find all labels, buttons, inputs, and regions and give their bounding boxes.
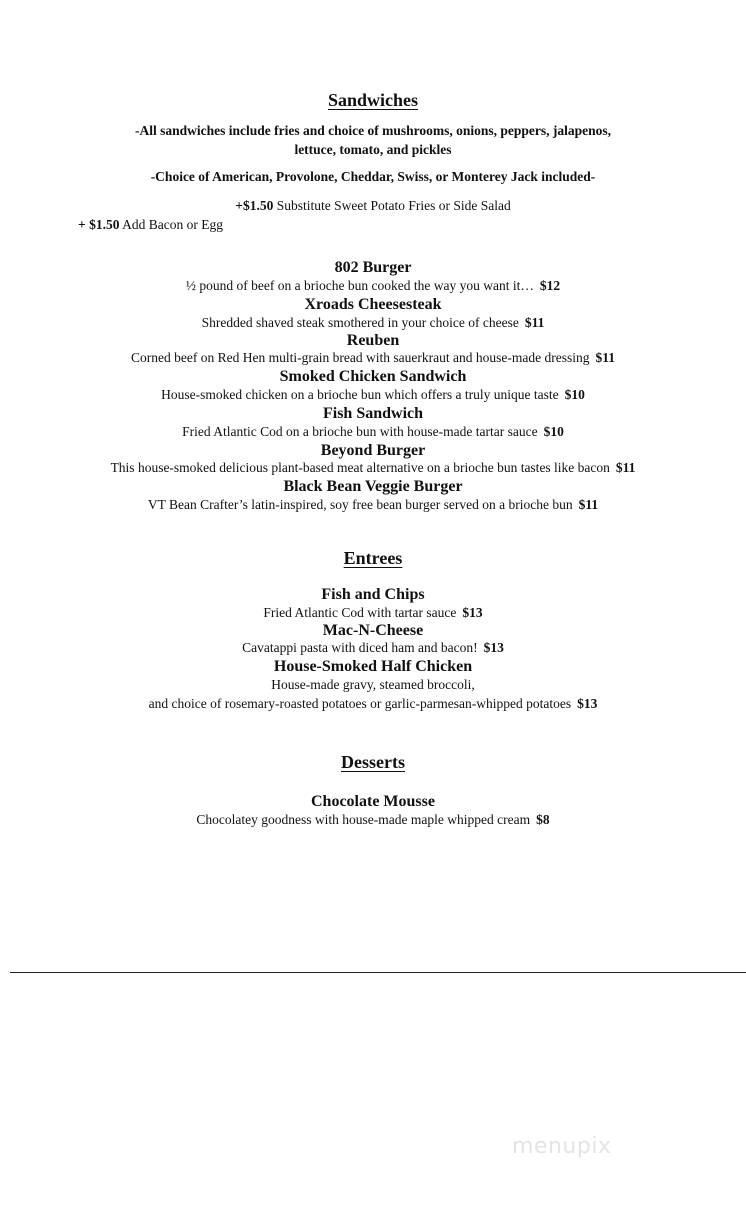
- menu-item-name: Chocolate Mousse: [311, 793, 435, 810]
- menu-item-desc: [0, 460, 746, 476]
- menu-item-desc-text: Cavatappi pasta with diced ham and bacon!: [242, 640, 478, 655]
- sandwiches-note-1a: -All sandwiches include fries and choice of mushrooms, onions, peppers, jalapenos,: [134, 123, 612, 138]
- menu-item-price: $13: [483, 640, 504, 655]
- menu-item-desc: [0, 812, 746, 828]
- menu-item-price: $10: [564, 387, 585, 402]
- addon-substitute-price: +$1.50: [235, 198, 274, 213]
- menu-item-price: $13: [462, 605, 483, 620]
- menu-item-desc: [0, 605, 746, 621]
- menu-item-desc: [0, 315, 746, 331]
- menu-item-desc: [0, 424, 746, 440]
- menu-item-desc: [0, 350, 746, 366]
- menu-item-name: Reuben: [346, 332, 400, 349]
- menu-item-price: $10: [543, 424, 564, 439]
- menu-item-desc: [0, 497, 746, 513]
- menu-item-desc: [0, 278, 746, 294]
- menu-item-desc-text: Chocolatey goodness with house-made maple whipped cream: [196, 812, 531, 827]
- menu-item-desc-text: Corned beef on Red Hen multi-grain bread with sauerkraut and house-made dressing: [130, 350, 590, 365]
- sandwiches-note-2: -Choice of American, Provolone, Cheddar, Swiss, or Monterey Jack included-: [150, 169, 596, 184]
- menu-item-price: $12: [539, 278, 561, 293]
- addon-bacon-egg-text: Add Bacon or Egg: [122, 217, 223, 232]
- menu-item-price: $11: [595, 350, 615, 365]
- watermark: menupix: [512, 1134, 612, 1159]
- menu-item-price: $8: [536, 812, 550, 827]
- menu-item-name: Beyond Burger: [320, 442, 426, 459]
- menu-item-desc-text: VT Bean Crafter’s latin-inspired, soy free bean burger served on a brioche bun: [147, 497, 573, 512]
- menu-item-price: $13: [577, 696, 598, 711]
- menu-item-desc-text: Shredded shaved steak smothered in your choice of cheese: [201, 315, 519, 330]
- desserts-heading: Desserts: [341, 752, 405, 772]
- menu-item-desc-text: This house-smoked delicious plant-based meat alternative on a brioche bun tastes like bacon: [110, 460, 610, 475]
- menu-item-desc-text: Fried Atlantic Cod with tartar sauce: [263, 605, 457, 620]
- menu-item-desc-text: Fried Atlantic Cod on a brioche bun with house-made tartar sauce: [182, 424, 538, 439]
- menu-item-price: $11: [615, 460, 636, 475]
- addon-substitute: [0, 198, 746, 214]
- menu-item-price: $11: [578, 497, 599, 512]
- menu-item-name: Fish and Chips: [321, 586, 425, 603]
- addon-bacon-egg-price: + $1.50: [78, 217, 120, 232]
- addon-bacon-egg: [78, 217, 223, 233]
- menu-item-desc: [0, 696, 746, 712]
- menu-item-desc-text: House-smoked chicken on a brioche bun which offers a truly unique taste: [161, 387, 559, 402]
- menu-item-desc: House-made gravy, steamed broccoli,: [271, 677, 475, 692]
- sandwiches-heading: Sandwiches: [327, 90, 419, 110]
- entrees-heading: Entrees: [343, 548, 403, 568]
- menu-item-desc-text: ½ pound of beef on a brioche bun cooked the way you want it…: [185, 278, 534, 293]
- menu-item-name: Mac-N-Cheese: [322, 622, 424, 639]
- menu-item-name: Fish Sandwich: [322, 405, 424, 422]
- menu-item-price: $11: [524, 315, 545, 330]
- page-divider: [10, 972, 746, 973]
- menu-item-name: House-Smoked Half Chicken: [273, 658, 473, 675]
- menu-item-desc-text: and choice of rosemary-roasted potatoes or garlic-parmesan-whipped potatoes: [148, 696, 572, 711]
- menu-item-desc: [0, 640, 746, 656]
- addon-substitute-text: Substitute Sweet Potato Fries or Side Salad: [276, 198, 511, 213]
- sandwiches-note-1b: lettuce, tomato, and pickles: [294, 142, 452, 157]
- menu-item-name: Black Bean Veggie Burger: [283, 478, 463, 495]
- menu-item-name: Xroads Cheesesteak: [304, 296, 442, 313]
- menu-item-desc: [0, 387, 746, 403]
- menu-item-name: Smoked Chicken Sandwich: [279, 368, 467, 385]
- menu-item-name: 802 Burger: [334, 259, 412, 276]
